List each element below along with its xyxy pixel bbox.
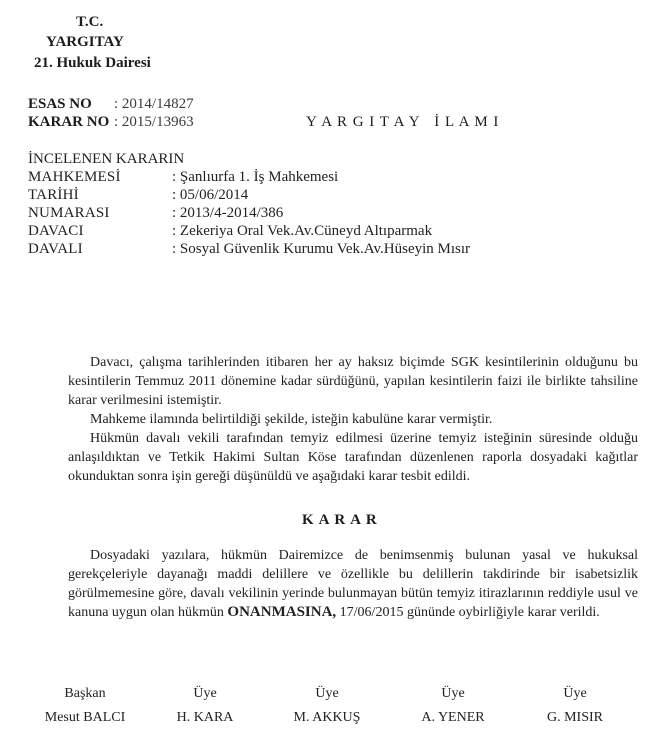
row-label: NUMARASI bbox=[28, 205, 110, 221]
decision-text bbox=[68, 546, 638, 622]
paragraph-ruling: Mahkeme ilamında belirtildiği şekilde, isteğin kabulüne karar vermiştir. bbox=[90, 412, 493, 427]
karar-value: : 2015/13963 bbox=[114, 114, 194, 130]
esas-label: ESAS NO bbox=[28, 96, 92, 112]
signature-name: Mesut BALCI bbox=[44, 710, 126, 725]
document-title: Y A R G I T A Y İ L A M I bbox=[306, 114, 500, 130]
signature-chair bbox=[30, 686, 140, 726]
decision-tail: 17/06/2015 gününde oybirliğiyle karar verildi. bbox=[336, 605, 600, 620]
decision-body: Dosyadaki yazılara, hükmün Dairemizce de benimsenmiş bulunan yasal ve hukuksal gerekçeleriyle dayanağı maddi delillere ve özellikle bu delillerin takdirinde bir isabetsizlik görülmemesine göre, davalı vekilinin yerinde bulunmayan bütün temyiz itirazlarının reddiyle usul ve kanuna uygun olan hükmün bbox=[68, 548, 638, 620]
court-chamber: 21. Hukuk Dairesi bbox=[34, 55, 151, 71]
row-label: DAVALI bbox=[28, 241, 83, 257]
reviewed-heading: İNCELENEN KARARIN bbox=[28, 151, 185, 167]
signature-member-1 bbox=[150, 686, 260, 726]
paragraph-appeal: Hükmün davalı vekili tarafından temyiz edilmesi üzerine temyiz isteğinin süresinde olduğu anlaşıldıktan ve Tetkik Hakimi Sultan Köse tarafından düzenlenen raporla dosyadaki kağıtlar okunduktan sonra işin gereği düşünüldü ve aşağıdaki karar tesbit edildi. bbox=[68, 431, 638, 484]
signature-member-3 bbox=[398, 686, 508, 726]
signature-role: Üye bbox=[563, 686, 587, 701]
row-value: : Zekeriya Oral Vek.Av.Cüneyd Altıparmak bbox=[172, 223, 433, 239]
row-value: : 2013/4-2014/386 bbox=[172, 205, 284, 221]
body-text bbox=[68, 353, 638, 486]
signature-role: Üye bbox=[193, 686, 217, 701]
court-country: T.C. bbox=[76, 14, 104, 30]
signature-name: M. AKKUŞ bbox=[293, 710, 361, 725]
signature-name: G. MISIR bbox=[546, 710, 603, 725]
signature-role: Üye bbox=[315, 686, 339, 701]
court-name: YARGITAY bbox=[46, 34, 124, 50]
signature-name: A. YENER bbox=[421, 710, 485, 725]
paragraph-claim: Davacı, çalışma tarihlerinden itibaren her ay haksız biçimde SGK kesintilerinin olduğunu bu kesintilerin Temmuz 2011 dönemine kadar sürdüğünü, yapılan kesintilerin faizi ile birlikte tahsiline karar verilmesini istemiştir. bbox=[68, 355, 638, 408]
decision-emphasis: ONANMASINA, bbox=[227, 604, 337, 620]
karar-label: KARAR NO bbox=[28, 114, 110, 130]
row-label: DAVACI bbox=[28, 223, 84, 239]
decision-heading: K A R A R bbox=[302, 512, 378, 528]
esas-value: : 2014/14827 bbox=[114, 96, 194, 112]
row-value: : Şanlıurfa 1. İş Mahkemesi bbox=[172, 169, 339, 185]
signature-member-2 bbox=[272, 686, 382, 726]
row-label: MAHKEMESİ bbox=[28, 169, 121, 185]
row-label: TARİHİ bbox=[28, 187, 79, 203]
signature-name: H. KARA bbox=[176, 710, 234, 725]
signature-role: Üye bbox=[441, 686, 465, 701]
signature-member-4 bbox=[520, 686, 630, 726]
row-value: : Sosyal Güvenlik Kurumu Vek.Av.Hüseyin Mısır bbox=[172, 241, 471, 257]
signature-role: Başkan bbox=[64, 686, 106, 701]
row-value: : 05/06/2014 bbox=[172, 187, 249, 203]
